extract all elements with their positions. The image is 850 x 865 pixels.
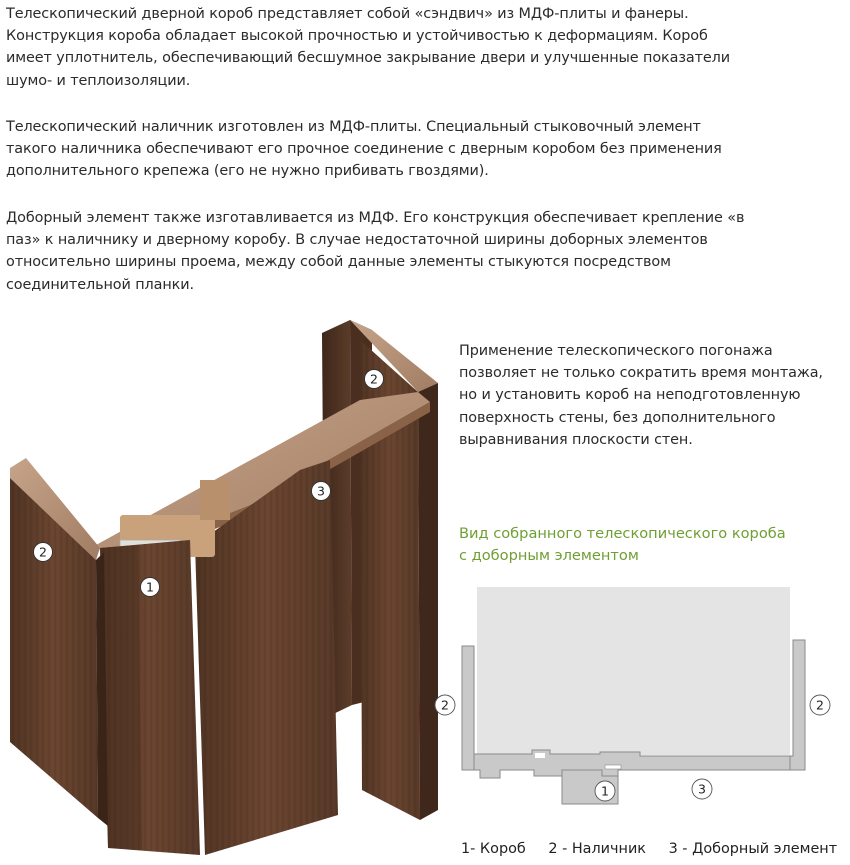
text-line: выравнивания плоскости стен. [459,431,693,448]
illustration-marker-1 [141,578,160,597]
diagram-legend [461,841,837,857]
diagram-title [459,523,839,567]
svg-text:1: 1 [601,783,609,799]
svg-text:2: 2 [816,697,824,713]
text-line: позволяет не только сократить время монтажа, [459,365,823,382]
text-line: шумо- и теплоизоляции. [6,72,191,89]
legend-item-box: 1- Короб [461,841,526,857]
text-line: Телескопический наличник изготовлен из МДФ-плиты. Специальный стыковочный элемент [6,119,701,135]
text-line: но и установить короб на неподготовленную [459,387,801,404]
svg-text:3: 3 [317,483,325,499]
illustration-marker-3 [312,482,331,501]
illustration-marker-2-left [34,543,53,562]
door-frame-illustration [10,320,438,855]
text-line: Конструкция короба обладает высокой прочностью и устойчивостью к деформациям. Короб [6,28,708,45]
left-casing-grain [10,478,98,818]
wall-opening [477,587,790,755]
text-line: паз» к наличнику и дверному коробу. В случае недостаточной ширины доборных элементов [6,232,708,249]
diagram-marker-3 [692,779,712,799]
seal-gap [535,753,545,758]
svg-text:2: 2 [39,544,47,560]
svg-text:2: 2 [441,697,449,713]
diagram-marker-2-left [435,695,455,715]
side-paragraph [459,340,850,451]
text-line: Телескопический дверной короб представляет собой «сэндвич» из МДФ-плиты и фанеры. [6,6,689,22]
text-line: Применение телескопического погонажа [459,343,773,359]
text-line: поверхность стены, без дополнительного [459,409,776,426]
text-line: соединительной планки. [6,276,194,293]
title-line: Вид собранного телескопического короба [459,525,786,542]
right-casing-profile [790,640,805,770]
text-line: Доборный элемент также изготавливается из МДФ. Его конструкция обеспечивает крепление «в [6,210,745,226]
text-line: дополнительного крепежа (его не нужно прибивать гвоздями). [6,163,489,180]
legend-item-extension: 3 - Доборный элемент [668,841,838,857]
left-casing-profile [462,646,477,770]
seal-profile [200,480,230,520]
diagram-marker-2-right [810,695,830,715]
title-line: с доборным элементом [459,547,639,564]
legend-item-casing: 2 - Наличник [548,841,646,857]
text-line: относительно ширины проема, между собой данные элементы стыкуются посредством [6,254,671,271]
text-line: такого наличника обеспечивают его прочное соединение с дверным коробом без применения [6,141,722,158]
cross-section-diagram [462,587,805,804]
svg-text:3: 3 [698,781,706,797]
diagram-marker-1 [595,781,615,801]
seal-gap [605,765,621,769]
back-jamb-edge [418,383,438,820]
svg-text:2: 2 [370,371,378,387]
illustration-marker-2-top [365,370,384,389]
text-line: имеет уплотнитель, обеспечивающий бесшумное закрывание двери и улучшенные показатели [6,50,731,67]
svg-text:1: 1 [146,579,154,595]
